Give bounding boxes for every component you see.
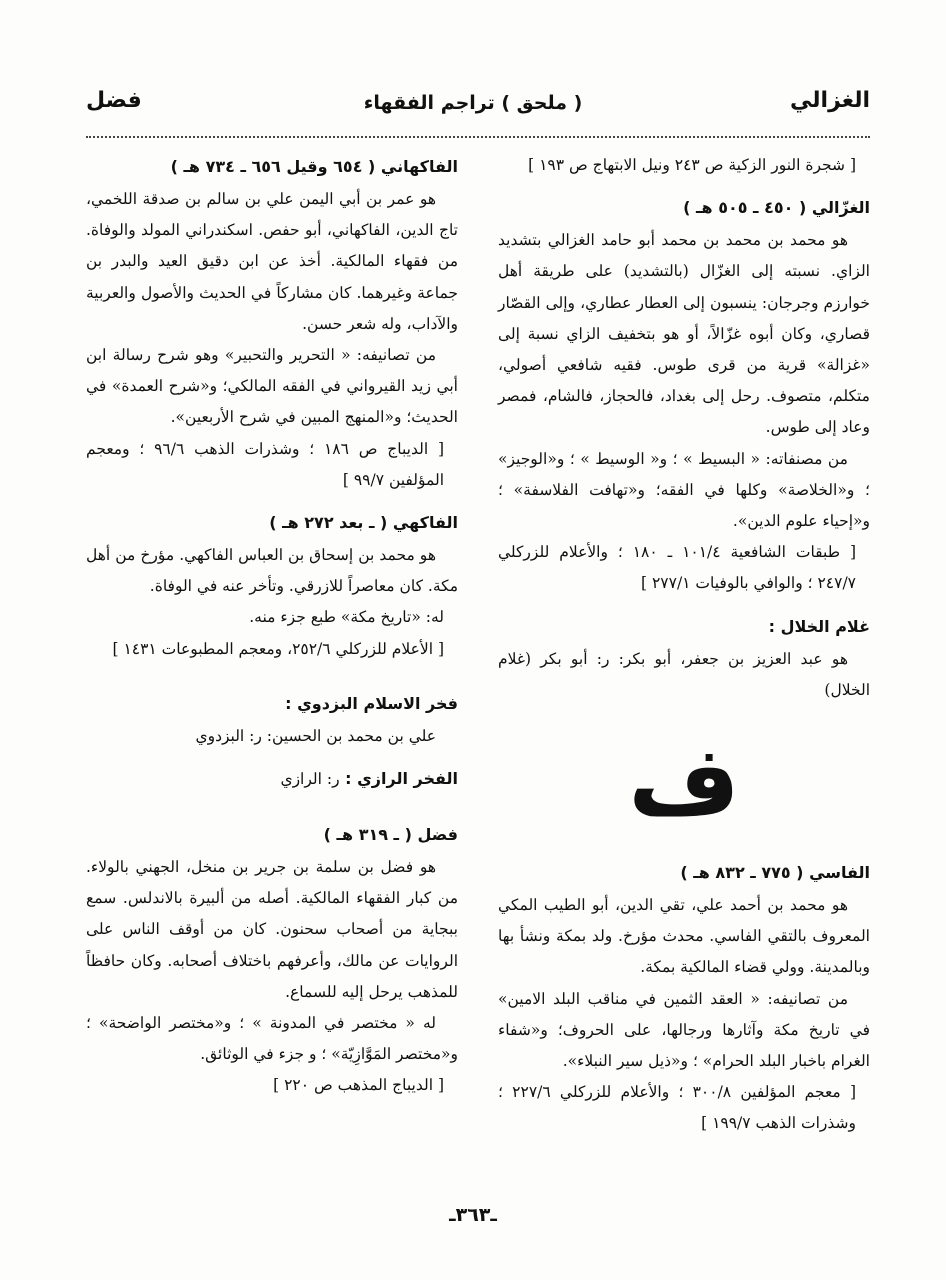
left-column — [86, 150, 458, 1102]
entry-title-razi — [86, 762, 458, 796]
entry-title-fasi: الفاسي ( ٧٧٥ ـ ٨٣٢ هـ ) — [680, 863, 870, 883]
reference: [ الديباج المذهب ص ٢٢٠ ] — [273, 1076, 444, 1095]
entry-title-bazdawi: فخر الاسلام البزدوي : — [285, 693, 458, 713]
entry-title-fakihi: الفاكهي ( ـ بعد ٢٧٢ هـ ) — [269, 513, 458, 533]
entry-paragraph: علي بن محمد بن الحسين: ر: البزدوي — [195, 726, 436, 745]
reference: [ الديباج ص ١٨٦ ؛ وشذرات الذهب ٩٦/٦ ؛ ومعجم المؤلفين ٩٩/٧ ] — [86, 439, 445, 489]
entry-paragraph: هو عبد العزيز بن جعفر، أبو بكر: ر: أبو بكر (غلام الخلال) — [498, 649, 870, 699]
header-divider — [86, 136, 870, 138]
entry-title-fakihani: الفاكهاني ( ٦٥٤ وقيل ٦٥٦ ـ ٧٣٤ هـ ) — [170, 157, 458, 176]
entry-paragraph: من مصنفاته: « البسيط » ؛ و« الوسيط » ؛ و«الوجيز» ؛ و«الخلاصة» وكلها في الفقه؛ و«تهافت الفلاسفة» ؛ و«إحياء علوم الدين». — [498, 449, 870, 531]
entry-paragraph: هو محمد بن أحمد علي، تقي الدين، أبو الطيب المكي المعروف بالتقي الفاسي. محدث مؤرخ. ولد بمكة ونشأ بها وبالمدينة. وولي قضاء المالكية بمكة. — [498, 896, 870, 977]
entry-title-fadl: فضل ( ـ ٣١٩ هـ ) — [323, 825, 458, 845]
page-number: ـ٣٦٣ـ — [449, 1204, 497, 1226]
header-entry-start: الغزالي — [790, 88, 870, 113]
reference: [ معجم المؤلفين ٣٠٠/٨ ؛ والأعلام للزركلي ٢٢٧/٦ ؛ وشذرات الذهب ١٩٩/٧ ] — [498, 1083, 857, 1133]
header-book-title: ( ملحق ) تراجم الفقهاء — [363, 92, 583, 114]
entry-heading-text: الفخر الرازي : — [345, 769, 458, 789]
header-entry-end: فضل — [86, 88, 142, 113]
right-column — [498, 150, 870, 1140]
entry-paragraph: هو فضل بن سلمة بن جرير بن منخل، الجهني بالولاء. من كبار الفقهاء المالكية. أصله من ألبيرة بالاندلس. سمع ببجاية من أصحاب سحنون. كان من أوقف الناس على الروايات عن مالك، وأعرفهم باختلاف أصحابه. وكان حافظاً للمذهب يرحل إليه للسماع. — [86, 858, 458, 1001]
reference: [ شجرة النور الزكية ص ٢٤٣ ونيل الابتهاج ص ١٩٣ ] — [528, 156, 856, 174]
entry-paragraph: من تصانيفه: « التحرير والتحبير» وهو شرح رسالة ابن أبي زيد القيرواني في الفقه المالكي؛ و«شرح العمدة» في الحديث؛ و«المنهج المبين في شرح الأربعين». — [86, 346, 458, 427]
reference: [ طبقات الشافعية ١٠١/٤ ـ ١٨٠ ؛ والأعلام للزركلي ٢٤٧/٧ ؛ والوافي بالوفيات ٢٧٧/١ ] — [498, 543, 856, 593]
entry-paragraph: هو عمر بن أبي اليمن علي بن سالم بن صدقة اللخمي، تاج الدين، الفاكهاني، أبو حفص. اسكندراني المولد والوفاة. من فقهاء المالكية. أخذ عن ابن دقيق العيد والبدر بن جماعة وغيرهما. كان مشاركاً في الحديث والأصول والعربية والآداب، وله شعر حسن. — [86, 190, 458, 333]
section-letter: ف — [628, 725, 740, 838]
entry-paragraph: من تصانيفه: « العقد الثمين في مناقب البلد الامين» في تاريخ مكة وآثارها ورجالها، على الحروف؛ و«شفاء الغرام باخبار البلد الحرام» ؛ و«ذيل سير النبلاء». — [498, 989, 870, 1071]
entry-title-ghulam-al-khallal: غلام الخلال : — [768, 616, 870, 636]
entry-paragraph: هو محمد بن إسحاق بن العباس الفاكهي. مؤرخ من أهل مكة. كان معاصراً للازرقي. وتأخر عنه في الوفاة. — [86, 546, 458, 596]
entry-cross-reference: ر: الرازي — [280, 770, 340, 789]
entry-paragraph: هو محمد بن محمد بن محمد أبو حامد الغزالي بتشديد الزاي. نسبته إلى الغزّال (بالتشديد) على طريقة أهل خوارزم وجرجان: ينسبون إلى العطار عطاري، وإلى القصّار قصاري، وكان أبوه غزّالاً، أو هو بتخفيف الزاي نسبة إلى «غزالة» قرية من قرى طوس. فقيه شافعي أصولي، متكلم، متصوف. رحل إلى بغداد، فالحجاز، فالشام، فمصر وعاد إلى طوس. — [498, 231, 870, 437]
reference: [ الأعلام للزركلي ٢٥٢/٦، ومعجم المطبوعات ١٤٣١ ] — [112, 639, 444, 658]
entry-title-ghazali: الغزّالي ( ٤٥٠ ـ ٥٠٥ هـ ) — [683, 198, 870, 218]
entry-paragraph: له: «تاريخ مكة» طبع جزء منه. — [249, 608, 444, 627]
entry-paragraph: له « مختصر في المدونة » ؛ و«مختصر الواضحة» ؛ و«مختصر المَوَّازِيّة» ؛ و جزء في الوثائق. — [86, 1014, 458, 1064]
